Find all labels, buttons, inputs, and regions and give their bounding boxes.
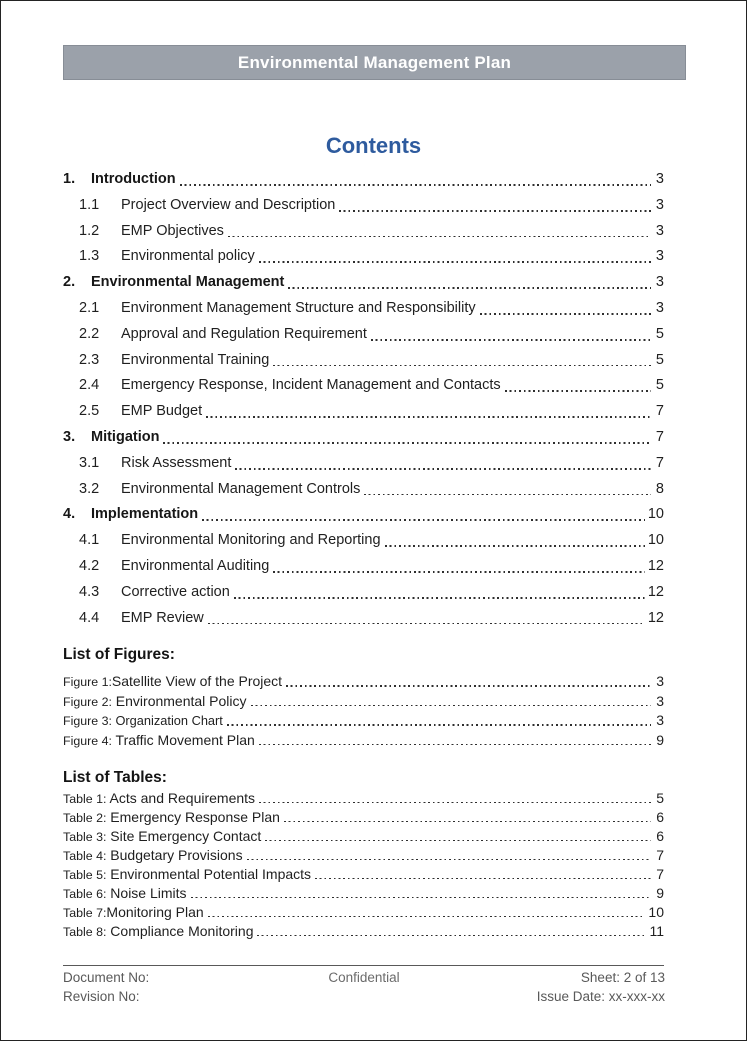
- list-of-tables-heading: List of Tables:: [63, 769, 167, 786]
- dot-leader: [265, 840, 651, 842]
- toc-entry: [63, 167, 664, 193]
- figure-entry: [63, 692, 664, 712]
- dot-leader: [480, 313, 651, 315]
- dot-leader: [234, 597, 645, 599]
- table-of-contents: [63, 167, 664, 631]
- table-entry-page-number: 7: [656, 866, 664, 882]
- toc-entry: [63, 528, 664, 554]
- dot-leader: [180, 184, 651, 186]
- toc-entry: [63, 606, 664, 632]
- dot-leader: [371, 339, 651, 341]
- dot-leader: [284, 821, 651, 823]
- toc-entry-label: Environmental Management Controls: [121, 480, 361, 497]
- toc-entry-label: Environmental policy: [121, 248, 255, 265]
- figure-entry-page-number: 3: [656, 712, 664, 728]
- toc-entry-page-number: 7: [655, 454, 664, 471]
- toc-entry-page-number: 8: [655, 480, 664, 497]
- dot-leader: [315, 878, 651, 880]
- footer-right-column: [464, 968, 665, 1006]
- toc-entry-number: 1.1: [79, 196, 100, 213]
- table-entry: [63, 846, 664, 865]
- list-of-figures: [63, 672, 664, 750]
- figure-entry: [63, 672, 664, 692]
- toc-entry: [63, 296, 664, 322]
- toc-entry-number: 4.3: [79, 583, 100, 600]
- figure-entry: [63, 731, 664, 751]
- table-entry-prefix: Table 2:: [63, 811, 107, 825]
- toc-entry-page-number: 10: [647, 532, 664, 549]
- dot-leader: [235, 468, 651, 470]
- table-entry-page-number: 5: [656, 790, 664, 806]
- figure-entry-label: Environmental Policy: [111, 692, 247, 709]
- toc-entry: [63, 580, 664, 606]
- toc-entry: [63, 373, 664, 399]
- toc-entry: [63, 502, 664, 528]
- figure-entry-label: Organization Chart: [111, 713, 223, 728]
- table-entry-label: Monitoring Plan: [106, 904, 204, 920]
- toc-entry-label: Corrective action: [121, 583, 230, 600]
- toc-entry-label: Environmental Training: [121, 351, 270, 368]
- list-of-tables: [63, 789, 664, 941]
- table-entry: [63, 922, 664, 941]
- dot-leader: [259, 744, 651, 746]
- toc-entry-number: 2.1: [79, 299, 100, 316]
- toc-entry: [63, 451, 664, 477]
- toc-entry: [63, 477, 664, 503]
- contents-heading: Contents: [325, 133, 422, 158]
- toc-entry: [63, 425, 664, 451]
- toc-entry: [63, 322, 664, 348]
- table-entry: [63, 865, 664, 884]
- toc-entry-number: 2.5: [79, 403, 100, 420]
- toc-entry-page-number: 12: [647, 557, 664, 574]
- toc-entry-number: 2.: [63, 274, 76, 291]
- toc-entry: [63, 270, 664, 296]
- figure-entry-page-number: 3: [656, 692, 664, 709]
- toc-entry-label: Introduction: [91, 171, 176, 187]
- toc-entry-label: Project Overview and Description: [121, 196, 336, 213]
- toc-entry-number: 1.3: [79, 248, 100, 265]
- dot-leader: [505, 390, 651, 392]
- toc-entry-page-number: 3: [655, 171, 664, 187]
- dot-leader: [228, 236, 651, 238]
- toc-entry-page-number: 5: [655, 325, 664, 342]
- toc-entry-page-number: 5: [655, 351, 664, 368]
- toc-entry-number: 4.4: [79, 609, 100, 626]
- document-title-bar: [63, 45, 686, 80]
- dot-leader: [247, 859, 651, 861]
- dot-leader: [339, 210, 651, 212]
- toc-entry-page-number: 3: [655, 222, 664, 239]
- toc-entry-label: Emergency Response, Incident Management and Contacts: [121, 377, 501, 394]
- toc-entry-label: Mitigation: [91, 428, 160, 445]
- footer-divider: [63, 965, 664, 966]
- toc-entry-number: 1.: [63, 171, 76, 187]
- toc-entry-label: EMP Review: [121, 609, 204, 626]
- toc-entry: [63, 193, 664, 219]
- toc-entry-page-number: 3: [655, 196, 664, 213]
- toc-entry-number: 2.3: [79, 351, 100, 368]
- figure-entry-label: Traffic Movement Plan: [111, 731, 255, 748]
- table-entry: [63, 789, 664, 808]
- toc-entry-number: 1.2: [79, 222, 100, 239]
- confidential-label: Confidential: [328, 970, 400, 985]
- dot-leader: [257, 935, 646, 937]
- toc-entry-page-number: 12: [647, 609, 664, 626]
- table-entry-label: Site Emergency Contact: [106, 828, 262, 844]
- figure-entry-prefix: Figure 4:: [63, 733, 112, 748]
- toc-entry-number: 3.: [63, 428, 76, 445]
- figure-entry-page-number: 9: [656, 731, 664, 748]
- table-entry-page-number: 6: [656, 809, 664, 825]
- toc-entry-page-number: 7: [655, 403, 664, 420]
- table-entry-label: Noise Limits: [106, 885, 187, 901]
- toc-entry-page-number: 10: [647, 506, 664, 523]
- figure-entry-prefix: Figure 2:: [63, 694, 112, 709]
- toc-entry-number: 2.4: [79, 377, 100, 394]
- table-entry-label: Emergency Response Plan: [106, 809, 280, 825]
- toc-entry-label: Approval and Regulation Requirement: [121, 325, 367, 342]
- toc-entry: [63, 219, 664, 245]
- toc-entry-page-number: 3: [655, 299, 664, 316]
- toc-entry-number: 2.2: [79, 325, 100, 342]
- dot-leader: [385, 545, 645, 547]
- table-entry-label: Environmental Potential Impacts: [106, 866, 312, 882]
- toc-entry-page-number: 3: [655, 274, 664, 291]
- toc-entry: [63, 348, 664, 374]
- toc-entry: [63, 244, 664, 270]
- table-entry-page-number: 9: [656, 885, 664, 901]
- table-entry: [63, 808, 664, 827]
- dot-leader: [286, 685, 651, 687]
- table-entry-label: Budgetary Provisions: [106, 847, 243, 863]
- dot-leader: [259, 802, 651, 804]
- table-entry: [63, 903, 664, 922]
- sheet-number: Sheet: 2 of 13: [580, 970, 665, 985]
- table-entry-prefix: Table 8:: [63, 925, 107, 939]
- toc-entry-number: 4.: [63, 506, 76, 523]
- footer-left-column: [63, 968, 264, 1006]
- table-entry-label: Compliance Monitoring: [106, 923, 254, 939]
- toc-entry-label: Environmental Monitoring and Reporting: [121, 532, 381, 549]
- toc-entry-page-number: 3: [655, 248, 664, 265]
- dot-leader: [251, 705, 651, 707]
- figure-entry-prefix: Figure 1:: [63, 675, 112, 689]
- figure-entry: [63, 711, 664, 731]
- toc-entry-number: 3.1: [79, 454, 100, 471]
- toc-entry-page-number: 5: [655, 377, 664, 394]
- toc-entry-label: Environment Management Structure and Responsibility: [121, 299, 476, 316]
- table-entry: [63, 884, 664, 903]
- toc-entry-number: 4.2: [79, 557, 100, 574]
- dot-leader: [163, 442, 651, 444]
- dot-leader: [259, 261, 651, 263]
- toc-entry-number: 4.1: [79, 532, 100, 549]
- toc-entry: [63, 399, 664, 425]
- toc-entry-label: Environmental Auditing: [121, 557, 270, 574]
- toc-entry: [63, 554, 664, 580]
- figure-entry-label: Satellite View of the Project: [111, 673, 283, 689]
- table-entry-prefix: Table 6:: [63, 887, 107, 901]
- dot-leader: [208, 623, 645, 625]
- dot-leader: [191, 897, 651, 899]
- dot-leader: [206, 416, 651, 418]
- revision-no-label: Revision No:: [63, 989, 140, 1004]
- toc-entry-label: EMP Budget: [121, 403, 203, 420]
- table-entry-page-number: 11: [649, 923, 664, 939]
- document-title: Environmental Management Plan: [237, 52, 512, 72]
- toc-entry-page-number: 7: [655, 428, 664, 445]
- dot-leader: [227, 724, 651, 726]
- list-of-figures-heading: List of Figures:: [63, 646, 175, 663]
- toc-entry-label: Environmental Management: [91, 274, 285, 291]
- toc-entry-page-number: 12: [647, 583, 664, 600]
- toc-entry-label: Risk Assessment: [121, 454, 232, 471]
- table-entry-prefix: Table 5:: [63, 868, 107, 882]
- toc-entry-label: Implementation: [91, 506, 199, 523]
- dot-leader: [208, 916, 646, 918]
- dot-leader: [364, 494, 651, 496]
- table-entry-label: Acts and Requirements: [106, 790, 256, 806]
- table-entry-page-number: 7: [656, 847, 664, 863]
- table-entry-prefix: Table 3:: [63, 830, 107, 844]
- issue-date: Issue Date: xx-xxx-xx: [536, 989, 665, 1004]
- footer-center-column: [264, 968, 465, 1006]
- toc-entry-label: EMP Objectives: [121, 222, 224, 239]
- dot-leader: [202, 519, 645, 521]
- table-entry-page-number: 6: [656, 828, 664, 844]
- dot-leader: [273, 365, 651, 367]
- dot-leader: [288, 287, 651, 289]
- figure-entry-page-number: 3: [656, 673, 664, 689]
- dot-leader: [273, 571, 645, 573]
- table-entry-prefix: Table 7:: [63, 906, 107, 920]
- table-entry-prefix: Table 1:: [63, 792, 107, 806]
- toc-entry-number: 3.2: [79, 480, 100, 497]
- table-entry: [63, 827, 664, 846]
- document-no-label: Document No:: [63, 970, 150, 985]
- table-entry-page-number: 10: [648, 904, 664, 920]
- table-entry-prefix: Table 4:: [63, 849, 107, 863]
- page-footer: [63, 968, 665, 1006]
- figure-entry-prefix: Figure 3:: [63, 714, 112, 728]
